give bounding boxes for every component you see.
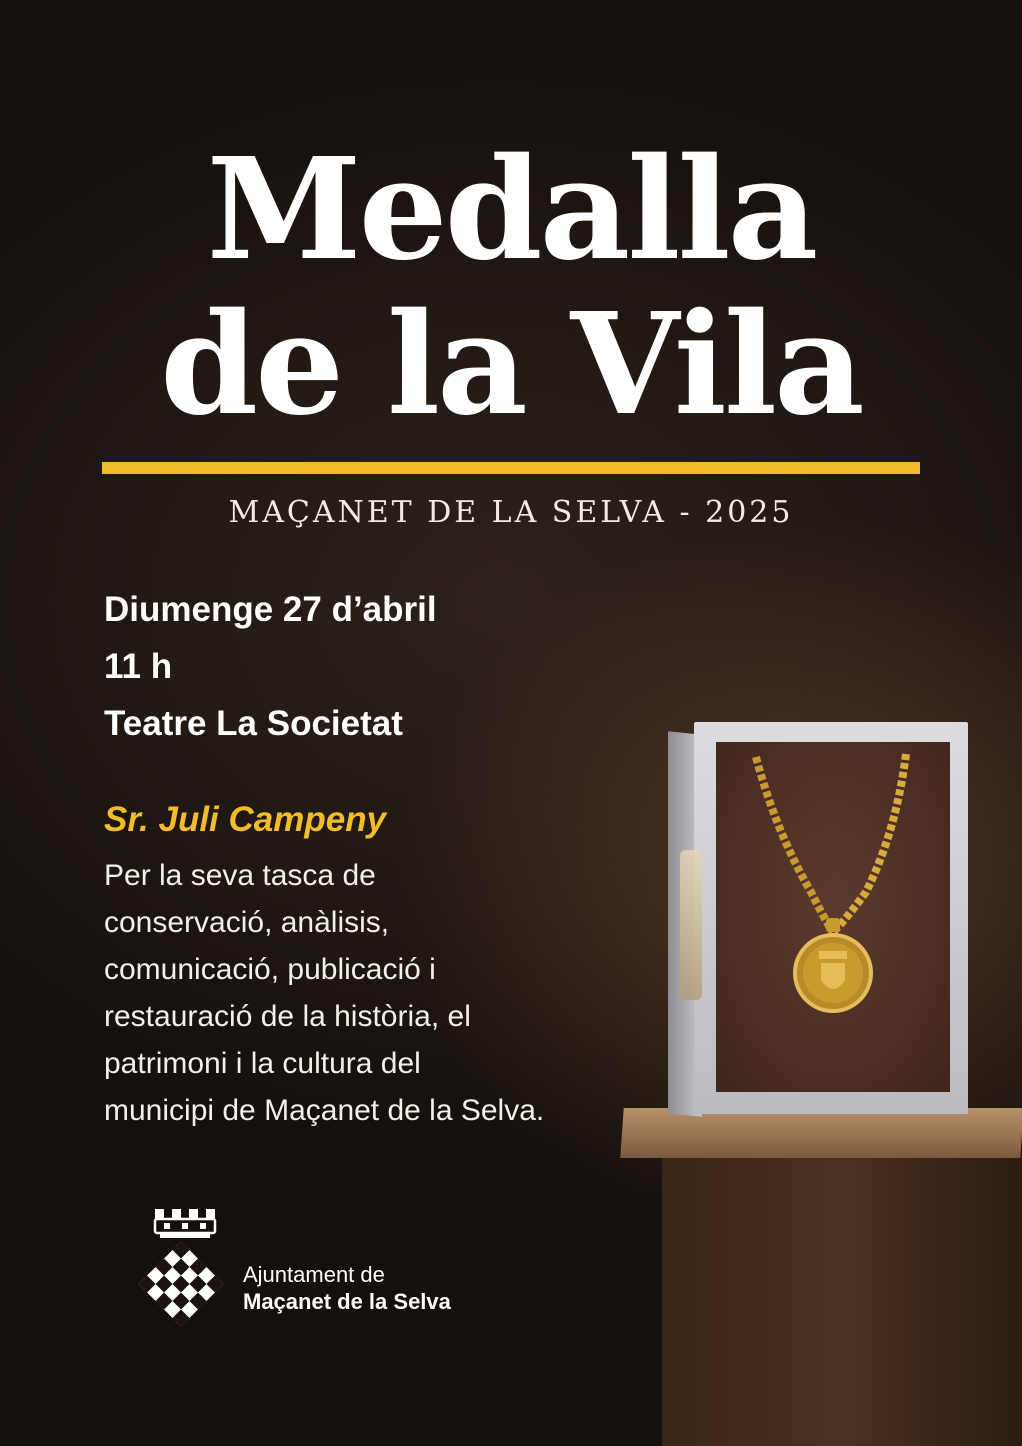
honoree-description — [104, 852, 664, 1134]
medal-icon — [793, 918, 873, 1018]
event-time: 11 h — [104, 647, 173, 686]
event-date: Diumenge 27 d’abril — [104, 590, 437, 629]
logo-text-line-2: Maçanet de la Selva — [243, 1289, 451, 1314]
description-line: patrimoni i la cultura del — [104, 1047, 421, 1080]
description-line: municipi de Maçanet de la Selva. — [104, 1094, 545, 1127]
accent-divider — [102, 462, 920, 474]
gold-chain — [716, 742, 950, 1092]
table-top — [620, 1108, 1022, 1158]
coat-of-arms-icon — [135, 1238, 227, 1330]
description-line: conservació, anàlisis, — [104, 906, 390, 939]
case-ribbon — [680, 850, 702, 1000]
poster-title-line-2: de la Vila — [160, 283, 862, 447]
description-line: restauració de la història, el — [104, 1000, 471, 1033]
wooden-table — [662, 1155, 1022, 1446]
description-line: Per la seva tasca de — [104, 859, 376, 892]
crown-icon — [150, 1205, 220, 1240]
description-line: comunicació, publicació i — [104, 953, 436, 986]
event-venue: Teatre La Societat — [104, 704, 403, 743]
logo-text-line-1: Ajuntament de — [243, 1262, 385, 1287]
honoree-name: Sr. Juli Campeny — [104, 800, 387, 839]
poster-subtitle: MAÇANET DE LA SELVA - 2025 — [228, 495, 794, 530]
poster-title-line-1: Medalla — [206, 128, 816, 292]
